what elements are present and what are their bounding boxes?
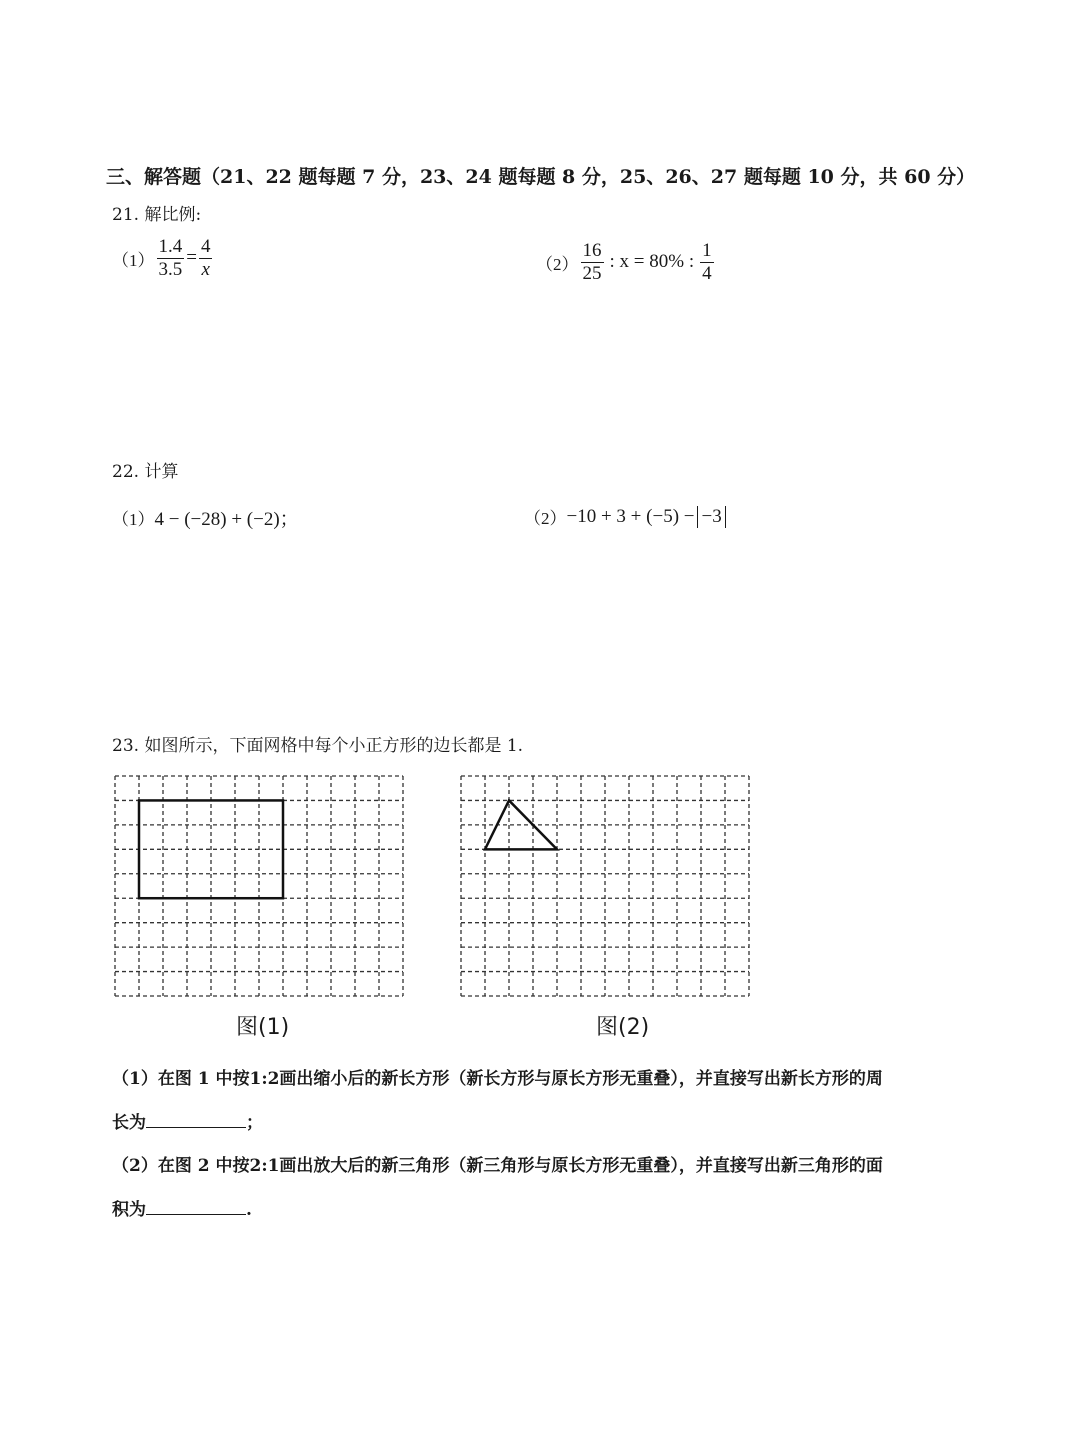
figure-2-grid xyxy=(460,775,750,997)
q21-part2-fraction-right xyxy=(700,240,714,285)
section-heading: 三、解答题（21、22 题每题 7 分，23、24 题每题 8 分，25、26、27 题每题 10 分，共 60 分） xyxy=(106,166,976,188)
fraction-numerator: 1 xyxy=(702,240,712,261)
q23-title: 23. 如图所示，下面网格中每个小正方形的边长都是 1. xyxy=(112,736,524,756)
q21-part1-label: （1） xyxy=(112,250,155,270)
q21-part1-fraction-right xyxy=(199,236,213,281)
absolute-value-bar-left xyxy=(697,506,698,528)
perimeter-answer-blank[interactable] xyxy=(146,1109,246,1128)
fraction-denominator: 25 xyxy=(582,262,602,284)
q22-part1-expression: 4 − (−28) + (−2)； xyxy=(154,509,299,530)
absolute-value-bar-right xyxy=(725,506,726,528)
q21-part2-middle: : x = 80% : xyxy=(609,251,695,273)
q21-part2 xyxy=(536,240,716,285)
fraction-numerator: 4 xyxy=(200,236,211,257)
fraction-denominator: 3.5 xyxy=(158,258,183,280)
figure-1-grid xyxy=(114,775,404,997)
perimeter-prefix: 长为 xyxy=(112,1113,146,1133)
q23-part1-line1: （1）在图 1 中按1:2画出缩小后的新长方形（新长方形与原长方形无重叠），并直接写出新长方形的周 xyxy=(112,1069,883,1089)
q23-part2-line1: （2）在图 2 中按2:1画出放大后的新三角形（新三角形与原长方形无重叠），并直接写出新三角形的面 xyxy=(112,1156,883,1176)
grid-lines xyxy=(115,776,403,996)
q21-part1-fraction-left xyxy=(157,236,185,281)
fraction-numerator: 16 xyxy=(582,240,602,261)
figure-1-label: 图(1) xyxy=(236,1015,290,1040)
fraction-denominator: x xyxy=(201,258,210,280)
q21-part2-fraction-left xyxy=(581,240,604,285)
q23-part1-line2 xyxy=(112,1108,263,1133)
q22-part2-label: （2） xyxy=(524,509,567,528)
q22-part2-expression: −10 + 3 + (−5) − xyxy=(566,505,695,527)
area-suffix: . xyxy=(246,1200,252,1220)
figure-2-label: 图(2) xyxy=(596,1015,650,1040)
q22-part1-label: （1） xyxy=(112,510,155,529)
q21-title: 21. 解比例: xyxy=(112,205,202,225)
area-answer-blank[interactable] xyxy=(146,1196,246,1215)
fraction-numerator: 1.4 xyxy=(158,236,183,257)
q22-part2 xyxy=(524,504,729,529)
area-prefix: 积为 xyxy=(112,1200,146,1220)
equals-sign: = xyxy=(186,247,197,269)
perimeter-suffix: ； xyxy=(246,1113,263,1133)
q23-part2-line2 xyxy=(112,1195,252,1220)
q21-part2-label: （2） xyxy=(536,254,579,274)
q22-part1 xyxy=(112,504,299,531)
q22-title: 22. 计算 xyxy=(112,462,179,482)
fraction-denominator: 4 xyxy=(702,262,712,284)
q21-part1 xyxy=(112,236,214,281)
q22-part2-abs-inner: −3 xyxy=(701,505,722,527)
